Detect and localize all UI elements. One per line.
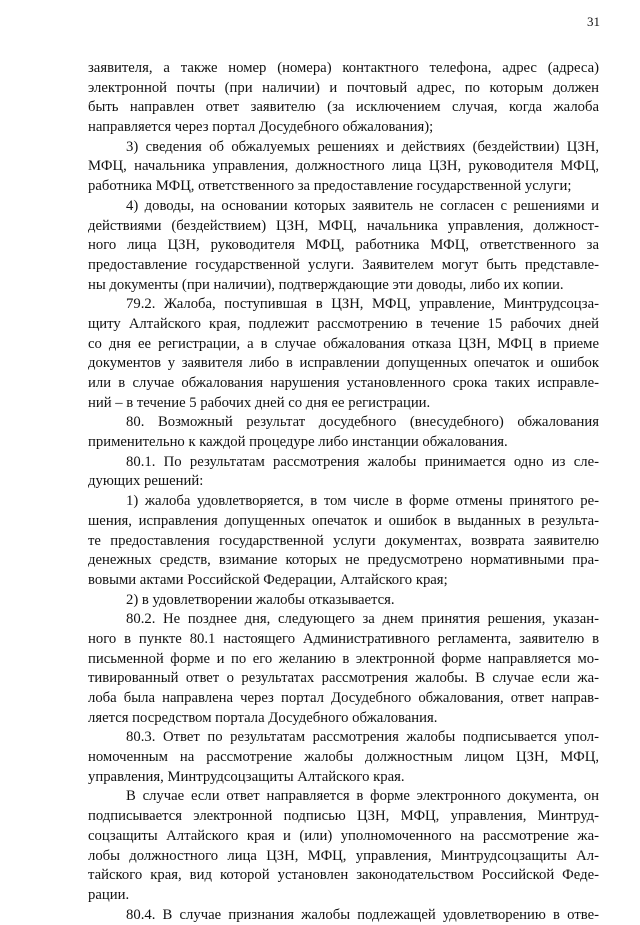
text-line: тивированный ответ о результатах рассмотрения жалобы. В случае если жа- xyxy=(88,670,599,687)
text-line: дующих решений: xyxy=(88,473,204,490)
text-line: направляется через портал Досудебного обжалования); xyxy=(88,119,434,136)
text-line: электронной почты (при наличии) и почтовый адрес, по которым должен xyxy=(88,79,599,96)
text-line: 80.1. По результатам рассмотрения жалобы принимается одно из сле- xyxy=(126,453,599,470)
text-line: работника МФЦ, ответственного за предоставление государственной услуги; xyxy=(88,178,572,195)
text-line: 80. Возможный результат досудебного (внесудебного) обжалования xyxy=(126,414,599,431)
text-line: щиту Алтайского края, подлежит рассмотрению в течение 15 рабочих дней xyxy=(88,315,599,332)
text-line: 3) сведения об обжалуемых решениях и действиях (бездействии) ЦЗН, xyxy=(126,138,599,155)
text-line: применительно к каждой процедуре либо инстанции обжалования. xyxy=(88,434,508,451)
text-line: подписывается электронной подписью ЦЗН, МФЦ, управления, Минтруд- xyxy=(88,808,599,825)
document-body xyxy=(88,59,599,925)
text-line: лобы должностного лица ЦЗН, МФЦ, управления, Минтрудсоцзащиты Ал- xyxy=(88,847,599,864)
text-line: управления, Минтрудсоцзащиты Алтайского края. xyxy=(88,768,405,785)
text-line: ляется посредством портала Досудебного обжалования. xyxy=(88,709,438,726)
text-line: ного в пункте 80.1 настоящего Административного регламента, заявителю в xyxy=(88,630,599,647)
page-number: 31 xyxy=(587,14,600,29)
text-line: со дня ее регистрации, а в случае обжалования отказа ЦЗН, МФЦ в приеме xyxy=(88,335,599,352)
text-line: соцзащиты Алтайского края и (или) уполномоченного на рассмотрение жа- xyxy=(88,827,599,844)
text-line: действиями (бездействием) ЦЗН, МФЦ, начальника управления, должност- xyxy=(88,217,599,234)
text-line: письменной форме и по его желанию в электронной форме направляется мо- xyxy=(88,650,599,667)
text-line: номоченным на рассмотрение жалобы должностным лицом ЦЗН, МФЦ, xyxy=(88,749,599,766)
text-line: вовыми актами Российской Федерации, Алтайского края; xyxy=(88,571,448,588)
text-line: 1) жалоба удовлетворяется, в том числе в форме отмены принятого ре- xyxy=(126,493,599,510)
text-line: 80.4. В случае признания жалобы подлежащей удовлетворению в отве- xyxy=(126,906,599,923)
text-line: 80.2. Не позднее дня, следующего за днем принятия решения, указан- xyxy=(126,611,599,628)
text-line: 2) в удовлетворении жалобы отказывается. xyxy=(126,591,395,608)
text-line: МФЦ, начальника управления, должностного лица ЦЗН, руководителя МФЦ, xyxy=(88,158,599,175)
text-line: ны документы (при наличии), подтверждающие эти доводы, либо их копии. xyxy=(88,276,564,293)
text-line: шения, исправления допущенных опечаток и ошибок в выданных в результа- xyxy=(88,512,599,529)
text-line: предоставление государственной услуги. Заявителем могут быть представле- xyxy=(88,256,599,273)
text-line: ний – в течение 5 рабочих дней со дня ее регистрации. xyxy=(88,394,431,411)
text-line: В случае если ответ направляется в форме электронного документа, он xyxy=(126,788,599,805)
text-line: те предоставления государственной услуги документах, возврата заявителю xyxy=(88,532,599,549)
text-line: 80.3. Ответ по результатам рассмотрения жалобы подписывается упол- xyxy=(126,729,599,746)
text-line: рации. xyxy=(88,886,130,903)
text-line: 4) доводы, на основании которых заявитель не согласен с решениями и xyxy=(126,197,599,214)
text-line: тайского края, вид которой установлен законодательством Российской Феде- xyxy=(88,867,599,884)
text-line: ного лица ЦЗН, руководителя МФЦ, работника МФЦ, ответственного за xyxy=(88,237,599,254)
text-line: документов у заявителя либо в исправлении допущенных опечаток и ошибок xyxy=(88,355,599,372)
text-line: 79.2. Жалоба, поступившая в ЦЗН, МФЦ, управление, Минтрудсоцза- xyxy=(126,296,599,313)
text-line: заявителя, а также номер (номера) контактного телефона, адрес (адреса) xyxy=(88,60,599,76)
text-line: денежных средств, взимание которых не предусмотрено нормативными пра- xyxy=(88,552,599,569)
text-line: лоба была направлена через портал Досудебного обжалования, ответ направ- xyxy=(88,690,599,706)
text-line: быть направлен ответ заявителю (за исключением случая, когда жалоба xyxy=(88,99,599,116)
text-line: или в случае обжалования нарушения установленного срока таких исправле- xyxy=(88,375,599,391)
